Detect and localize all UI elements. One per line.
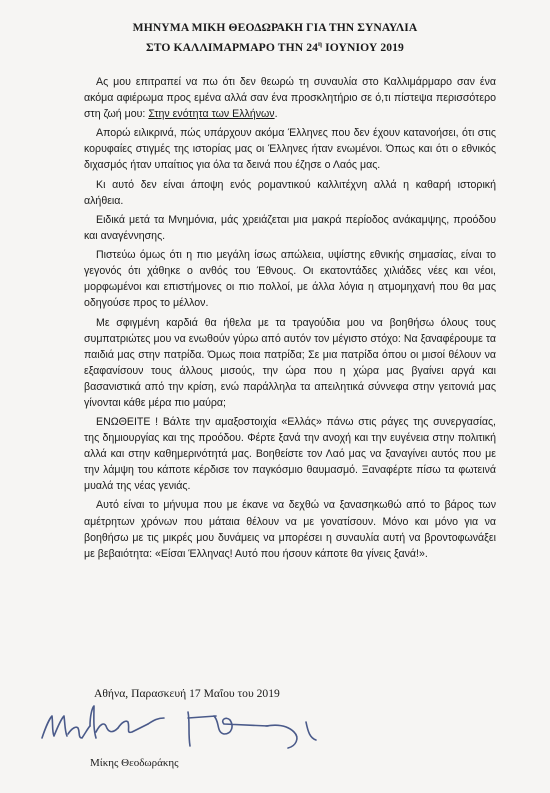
letter-title — [0, 20, 550, 56]
paragraph-5: Πιστεύω όμως ότι η πιο μεγάλη ίσως απώλεια, υψίστης εθνικής σημασίας, είναι το γεγονός ότι χάθηκε ο ανθός του Έθνους. Οι εκατοντάδες χιλιάδες νέες και νέοι, μορφωμένοι και επιστήμονες οι πιο πολλοί, με άλλα λόγια η ατμομηχανή που θα μας οδηγούσε προς το μέλλον. — [84, 249, 496, 310]
paragraph-7: ΕΝΩΘΕΙΤΕ ! Βάλτε την αμαξοστοιχία «Ελλάς» πάνω στις ράγες της συνεργασίας, της δημιουργίας και της προόδου. Φέρτε ξανά την ανοχή και την ευγένεια στην πολιτική αλλά και στην καθημερινότητά μας. Βοηθείστε τον Λαό μας να ξαναγίνει αυτός που με την λάμψη του κάποτε κέρδισε τον παγκόσμιο θαυμασμό. Ξαναφέρτε πίσω τα φωτεινά μυαλά της νέας γενιάς. — [84, 416, 496, 493]
handwritten-signature — [38, 698, 368, 758]
paragraph-2: Απορώ ειλικρινά, πώς υπάρχουν ακόμα Έλληνες που δεν έχουν κατανοήσει, ότι στις κορυφαίες στιγμές της ιστορίας μας οι Έλληνες ήταν ενωμένοι. Όπως και ότι ο εθνικός διχασμός ήταν υπαίτιος για όλα τα δεινά που έζησε ο Λαός μας. — [84, 127, 496, 172]
paragraph-1-text: Ας μου επιτραπεί να πω ότι δεν θεωρώ τη συναυλία στο Καλλιμάρμαρο σαν ένα ακόμα αφιέρωμα προς εμένα αλλά σαν ένα προσκλητήριο σε ό,τι πίστεψα περισσότερο στη ζωή μου: — [84, 76, 496, 121]
paragraph-4: Ειδικά μετά τα Μνημόνια, μάς χρειάζεται μια μακρά περίοδος ανάκαμψης, προόδου και αναγέννησης. — [84, 213, 496, 242]
title-line-2-start: ΣΤΟ ΚΑΛΛΙΜΑΡΜΑΡΟ ΤΗΝ 24 — [146, 40, 318, 54]
title-line-1: ΜΗΝΥΜΑ ΜΙΚΗ ΘΕΟΔΩΡΑΚΗ ΓΙΑ ΤΗΝ ΣΥΝΑΥΛΙΑ — [132, 21, 418, 34]
title-line-2 — [0, 36, 550, 56]
paragraph-1-end: . — [274, 108, 278, 121]
date-line: Αθήνα, Παρασκευή 17 Μαΐου του 2019 — [94, 687, 280, 700]
title-ordinal-superscript: η — [318, 40, 323, 48]
paragraph-8: Αυτό είναι το μήνυμα που με έκανε να δεχθώ να ξανασηκωθώ από το βάρος των αμέτρητων χρόνων που μάταια θέλουν να με γονατίσουν. Μόνο και μόνο για να βοηθήσω με τις μικρές μου δυνάμεις να μπορέσει η συναυλία αυτή να βροντοφωνάξει με βεβαιότητα: «Είσαι Έλληνας! Αυτό που ήσουν κάποτε θα γίνεις ξανά!». — [84, 499, 496, 560]
paragraph-3: Κι αυτό δεν είναι άποψη ενός ρομαντικού καλλιτέχνη αλλά η καθαρή ιστορική αλήθεια. — [84, 178, 496, 207]
title-line-2-end: ΙΟΥΝΙΟΥ 2019 — [322, 40, 404, 54]
paragraph-1 — [84, 74, 496, 122]
signer-name: Μίκης Θεοδωράκης — [90, 757, 179, 769]
underlined-phrase: Στην ενότητα των Ελλήνων — [148, 108, 275, 121]
paragraph-6: Με σφιγμένη καρδιά θα ήθελα με τα τραγούδια μου να βοηθήσω όλους τους συμπατριώτες μου να ενωθούν γύρω από αυτόν τον μέγιστο στόχο: Να ξαναφέρουμε τα παιδιά μας στην πατρίδα. Όμως ποια πατρίδα; Σε μια πατρίδα όπου οι μισοί θέλουν να εξαφανίσουν τους άλλους μισούς, την ώρα που η χώρα μας βγαίνει αργά και βασανιστικά από την κρίση, ενώ παράλληλα τα απειλητικά σύννεφα στην γειτονιά μας γίνονται κάθε μέρα πιο μαύρα; — [84, 316, 496, 409]
letter-body — [84, 74, 496, 565]
